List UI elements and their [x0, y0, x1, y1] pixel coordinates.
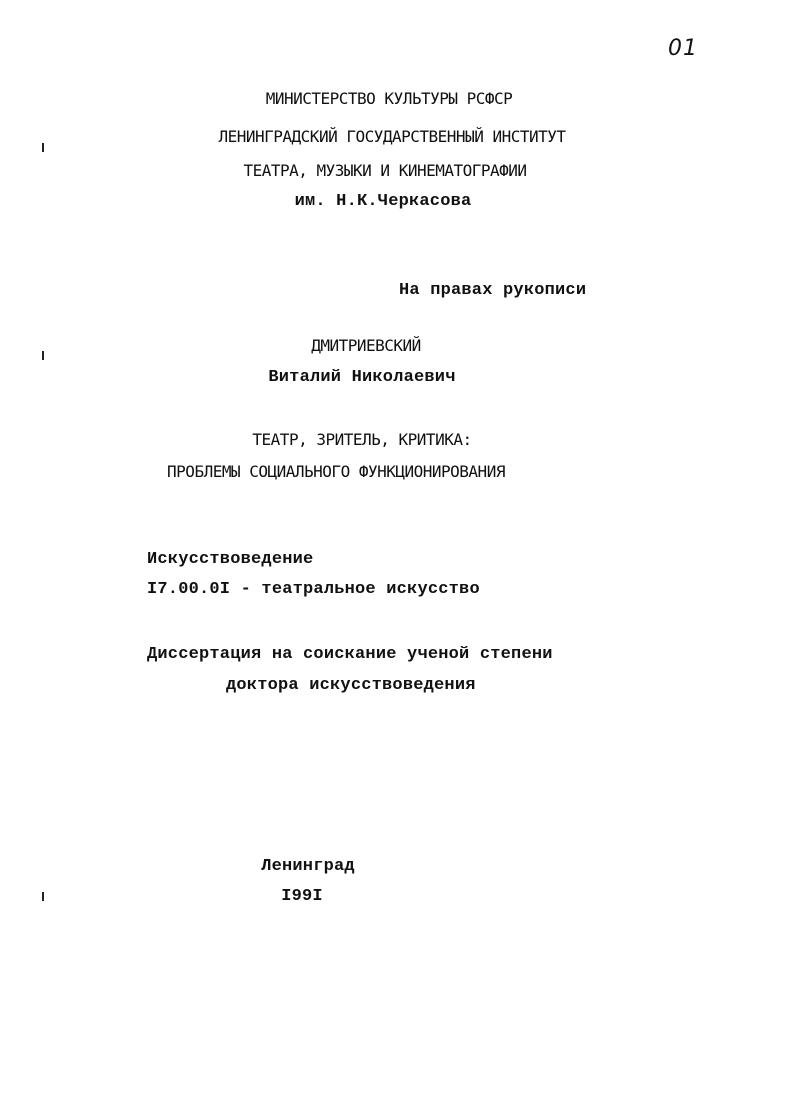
binding-hole-mark [42, 892, 44, 901]
named-after: им. Н.К.Черкасова [294, 192, 472, 211]
manuscript-note: На правах рукописи [399, 281, 587, 300]
title-line1: ТЕАТР, ЗРИТЕЛЬ, КРИТИКА: [252, 430, 472, 449]
handwritten-page-number: 01 [668, 36, 698, 61]
imprint-city: Ленинград [261, 857, 355, 876]
ministry-heading: МИНИСТЕРСТВО КУЛЬТУРЫ РСФСР [265, 89, 513, 108]
specialty-code: I7.00.0I - театральное искусство [147, 580, 480, 599]
degree-line1: Диссертация на соискание ученой степени [147, 645, 553, 664]
imprint-year: I99I [281, 887, 323, 906]
specialty-field: Искусствоведение [147, 550, 314, 569]
author-surname: ДМИТРИЕВСКИЙ [311, 336, 421, 355]
institute-heading-line1: ЛЕНИНГРАДСКИЙ ГОСУДАРСТВЕННЫЙ ИНСТИТУТ [218, 127, 566, 146]
binding-hole-mark [42, 351, 44, 360]
degree-line2: доктора искусствоведения [226, 676, 476, 695]
institute-heading-line2: ТЕАТРА, МУЗЫКИ И КИНЕМАТОГРАФИИ [243, 161, 527, 180]
title-line2: ПРОБЛЕМЫ СОЦИАЛЬНОГО ФУНКЦИОНИРОВАНИЯ [167, 462, 505, 481]
author-given-names: Виталий Николаевич [268, 368, 456, 387]
binding-hole-mark [42, 143, 44, 152]
